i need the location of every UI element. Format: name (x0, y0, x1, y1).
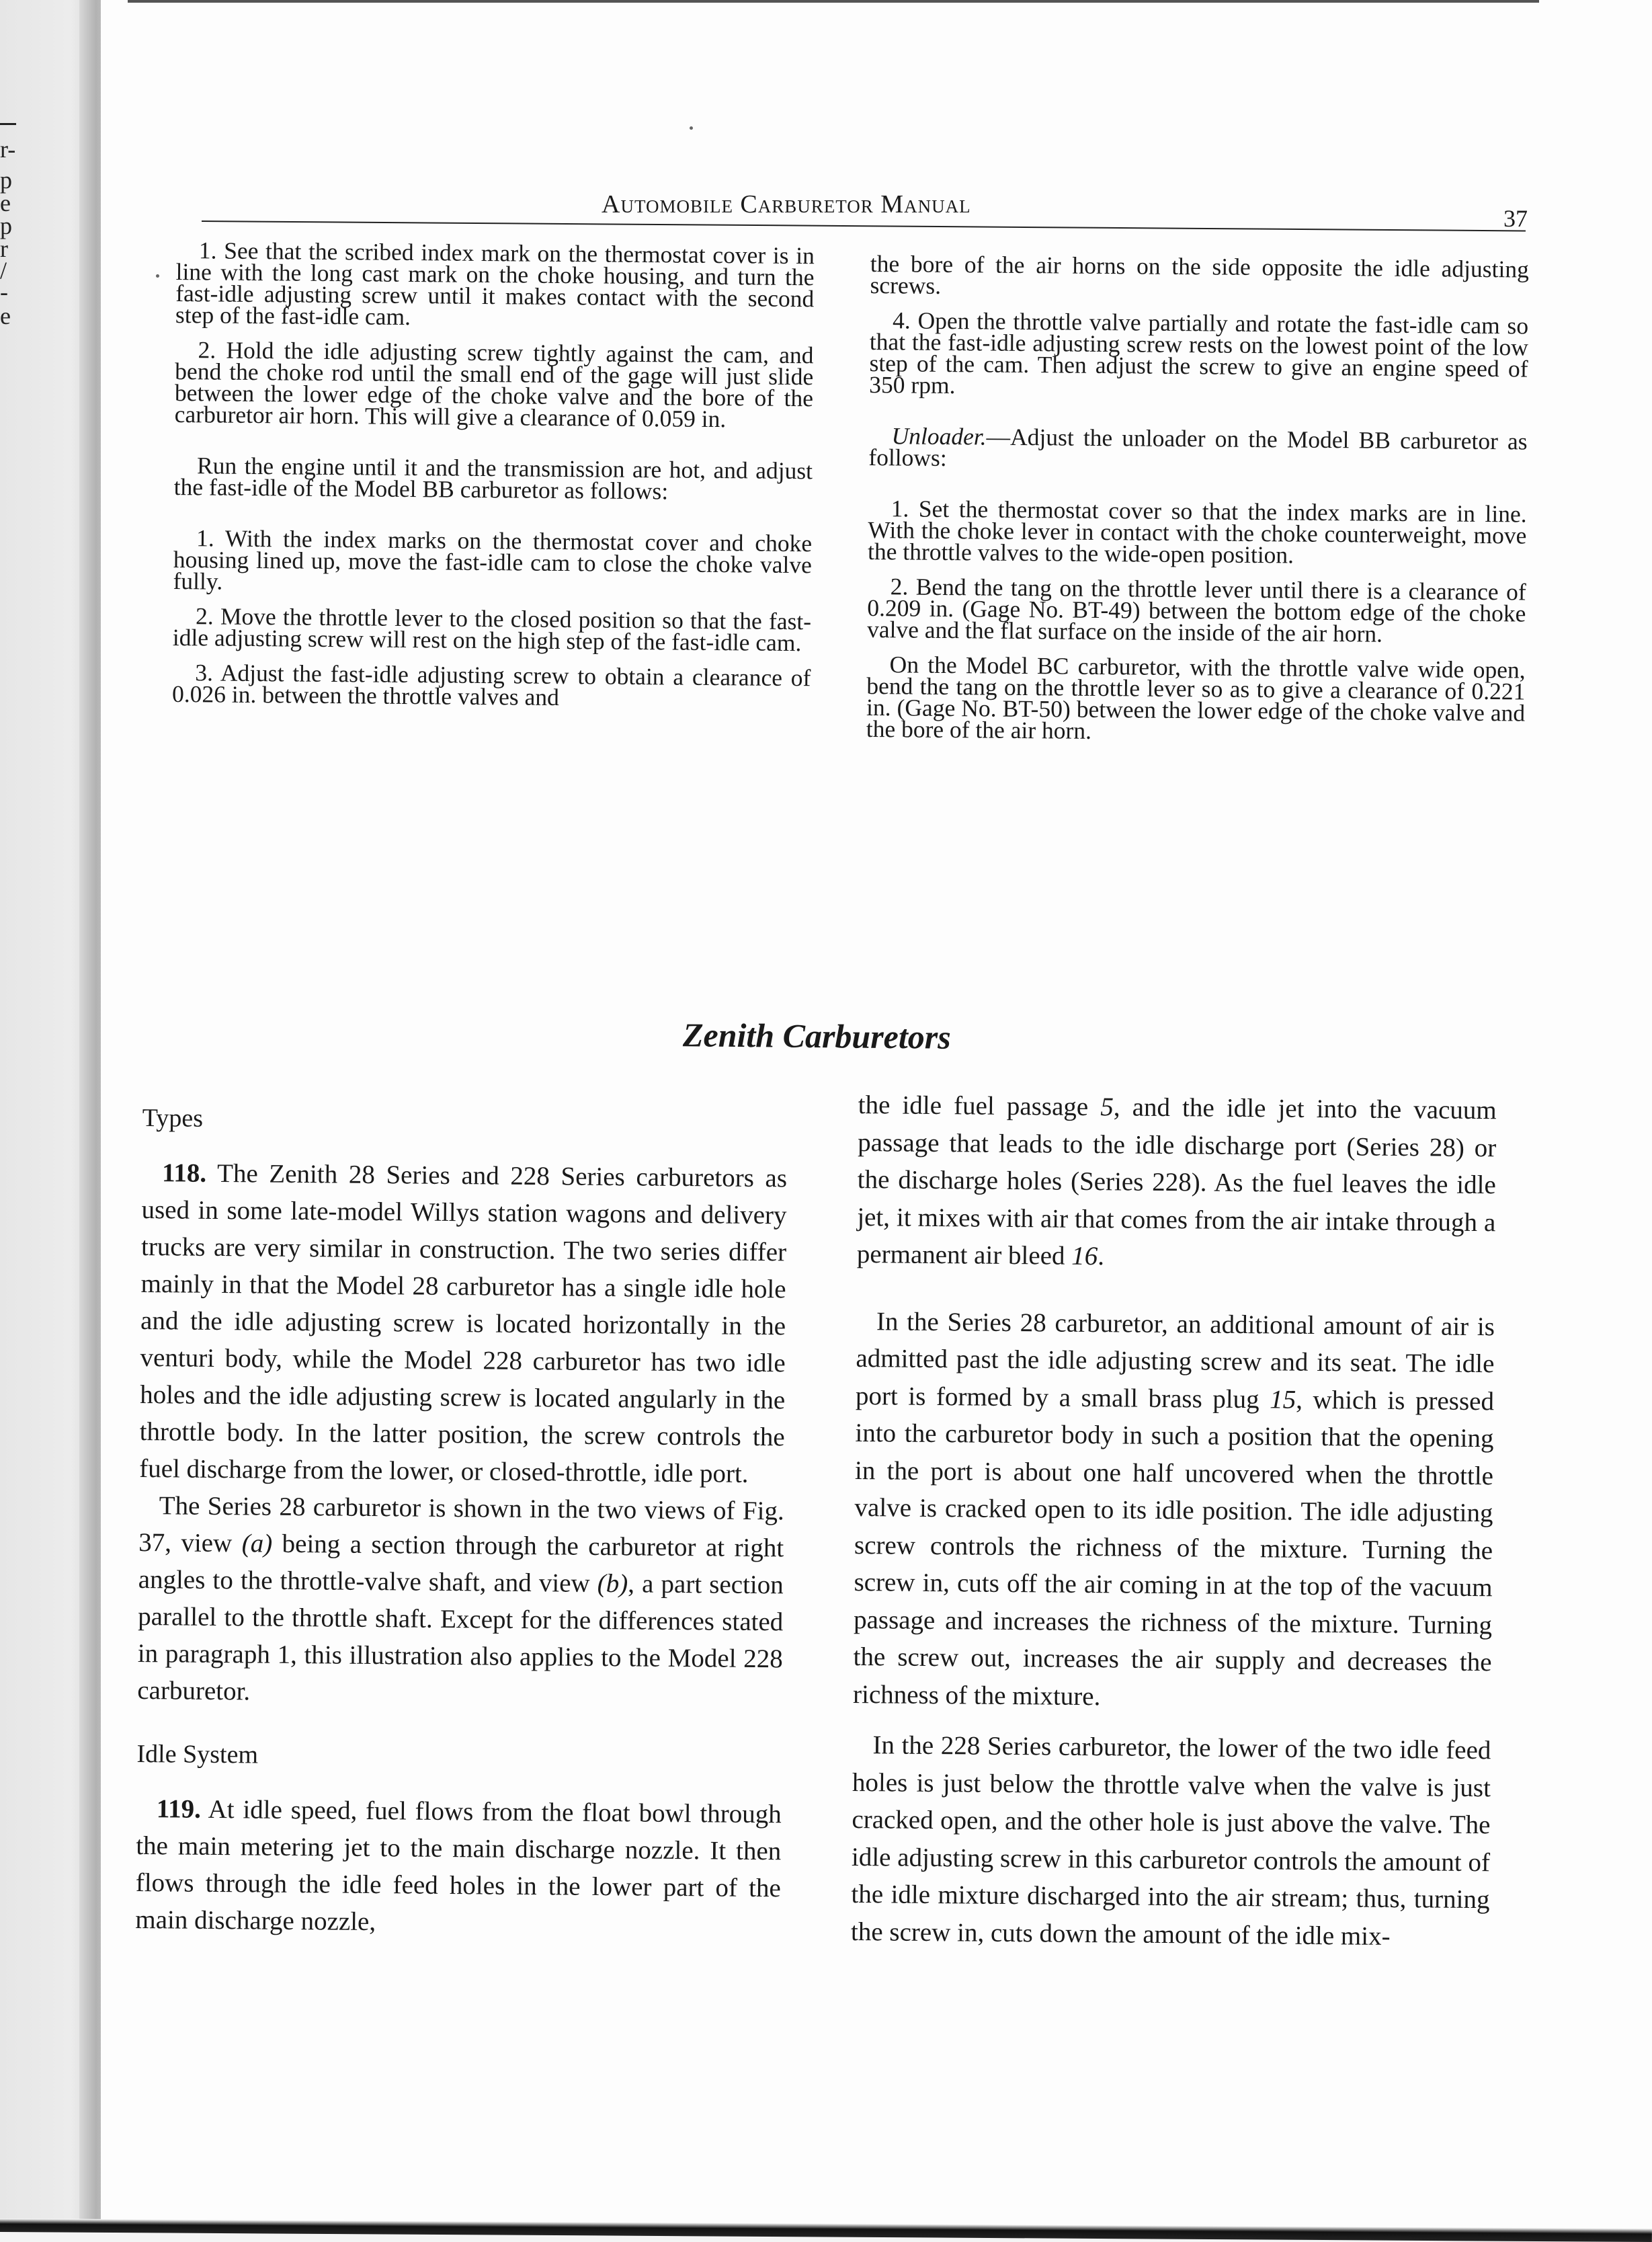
paragraph-text: the idle fuel passage (858, 1090, 1101, 1122)
body-paragraph: On the Model BC carburetor, with the throttle valve wide open, bend the tang on the throttle lever so as to give a clearance of 0.221 in. (Gage No. BT-50) between the lower edge of the choke valve and the bore of the air horn. (866, 651, 1526, 744)
step-paragraph: 2. Hold the idle adjusting screw tightly against the cam, and bend the choke rod until the small end of the gage will just slide between the lower edge of the choke valve and the bore of the carburetor air horn. This will give a clearance of 0.059 in. (174, 336, 814, 433)
running-header (202, 180, 1532, 234)
subheading-idle-system: Idle System (136, 1739, 259, 1769)
paragraph-text: The Zenith 28 Series and 228 Series carburetors as used in some late-model Willys station wagons and delivery trucks are very similar in construction. The two series differ mainly in that the Model 28 carburetor has a single idle hole and the idle adjusting screw is located horizontally in the venturi body, while the Model 228 carburetor has two idle holes and the idle adjusting screw is located angularly in the throttle body. In the latter position, the screw controls the fuel discharge from the lower, or closed-throttle, idle port. (139, 1158, 788, 1488)
facing-page-fragment: p (0, 212, 12, 239)
step-paragraph: 1. With the index marks on the thermostat cover and choke housing lined up, move the fast-idle cam to close the choke valve fully. (173, 524, 813, 595)
bottom-right-column (851, 1086, 1497, 1956)
figure-reference: 5 (1100, 1092, 1114, 1122)
unloader-label: Unloader. (891, 422, 987, 450)
facing-page-fragment: - (0, 278, 8, 305)
figure-reference: 15 (1270, 1384, 1296, 1414)
paragraph-number: 119. (156, 1794, 202, 1824)
step-paragraph: 4. Open the throttle valve partially and rotate the fast-idle cam so that the fast-idle adjusting screw rests on the lowest point of the low step of the cam. Then adjust the screw to give an engine speed of 350 rpm. (869, 307, 1529, 399)
paragraph-text: , and the idle jet into the vacuum passage that leads to the idle discharge port (Series 28) or the discharge holes (Series 228). As the fuel leaves the idle jet, it mixes with air that comes from the air intake through a permanent air bleed (856, 1092, 1497, 1271)
section-title: Zenith Carburetors (682, 1016, 951, 1056)
facing-page-fragment: / (0, 257, 7, 284)
paragraph-text: In the Series 28 carburetor, an additional amount of air is admitted past the idle adjusting screw and its seat. The idle port is formed by a small brass plug (855, 1306, 1495, 1414)
unloader-paragraph (868, 422, 1528, 474)
figure-reference: 16 (1071, 1241, 1098, 1271)
paragraph-119 (135, 1790, 782, 1944)
facing-page-fragment: r- (0, 136, 16, 163)
paragraph-text: , a part section parallel to the throttle shaft. Except for the differences stated in paragraph 1, this illustration also applies to the Model 228 carburetor. (137, 1569, 784, 1706)
step-paragraph: 2. Move the throttle lever to the closed position so that the fast-idle adjusting screw will rest on the high step of the fast-idle cam. (172, 602, 812, 657)
paragraph-text: The Series 28 carburetor is shown in the two views of Fig. 37, view (138, 1491, 784, 1558)
paragraph-text: At idle speed, fuel flows from the float bowl through the main metering jet to the main discharge nozzle. It then flows through the idle feed holes in the lower part of the main discharge nozzle, (135, 1794, 782, 1937)
facing-page-fragment: e (0, 303, 11, 329)
facing-page-fragment: r (0, 235, 8, 262)
running-title: Automobile Carburetor Manual (602, 190, 971, 218)
facing-page-rule (0, 123, 16, 125)
paragraph-text: being a section through the carburetor at right angles to the throttle-valve shaft, and view (138, 1529, 784, 1598)
header-rule (202, 221, 1526, 231)
paragraph-number: 118. (161, 1158, 207, 1188)
page-top-edge (128, 0, 1539, 3)
facing-page-fragment: p (0, 167, 12, 194)
body-paragraph: In the 228 Series carburetor, the lower of the two idle feed holes is just below the throttle valve when the valve is just cracked open, and the other hole is just above the valve. The idle adjusting screw in this carburetor controls the amount of the idle mixture discharged into the air stream; thus, turning the screw in, cuts down the amount of the idle mix- (850, 1730, 1491, 1951)
body-paragraph: Run the engine until it and the transmission are hot, and adjust the fast-idle of the Model BB carburetor as follows: (173, 452, 813, 505)
step-paragraph: 2. Bend the tang on the throttle lever until there is a clearance of 0.209 in. (Gage No. BT-49) between the bottom edge of the choke valve and the flat surface on the inside of the air horn. (866, 573, 1526, 647)
step-paragraph: 1. See that the scribed index mark on the thermostat cover is in line with the long cast mark on the choke housing, and turn the fast-idle adjusting screw until it makes contact with the second step of the fast-idle cam. (175, 237, 815, 331)
body-paragraph (853, 1302, 1495, 1718)
unloader-text: —Adjust the unloader on the Model BB carburetor as follows: (868, 423, 1528, 472)
paragraph-118 (139, 1154, 787, 1492)
continued-paragraph: the bore of the air horns on the side opposite the idle adjusting screws. (870, 250, 1529, 299)
subheading-types: Types (142, 1103, 204, 1133)
paragraph-text: . (1098, 1242, 1105, 1271)
view-a-reference: (a) (241, 1529, 273, 1558)
step-paragraph: 3. Adjust the fast-idle adjusting screw to obtain a clearance of 0.026 in. between the throttle valves and (171, 659, 811, 711)
bottom-left-column (135, 1100, 788, 1944)
paragraph-text: , which is pressed into the carburetor body in such a position that the opening in the port is about one half uncovered when the throttle valve is cracked open to its idle position. The idle adjusting screw controls the richness of the mixture. Turning the screw in, cuts off the air coming in at the top of the vacuum passage and increases the richness of the mixture. Turning the screw out, increases the air supply and decreases the richness of the mixture. (852, 1385, 1495, 1711)
scan-speck (690, 126, 693, 130)
top-left-column (172, 239, 815, 710)
top-right-column (866, 250, 1529, 746)
body-paragraph (137, 1487, 784, 1714)
facing-page-fragment: e (0, 190, 11, 216)
view-b-reference: (b) (597, 1568, 628, 1599)
continued-paragraph (857, 1086, 1497, 1279)
step-paragraph: 1. Set the thermostat cover so that the index marks are in line. With the choke lever in contact with the choke counterweight, move the throttle valves to the wide-open position. (867, 495, 1527, 569)
page-number: 37 (1503, 205, 1528, 232)
scan-speck (156, 274, 159, 278)
